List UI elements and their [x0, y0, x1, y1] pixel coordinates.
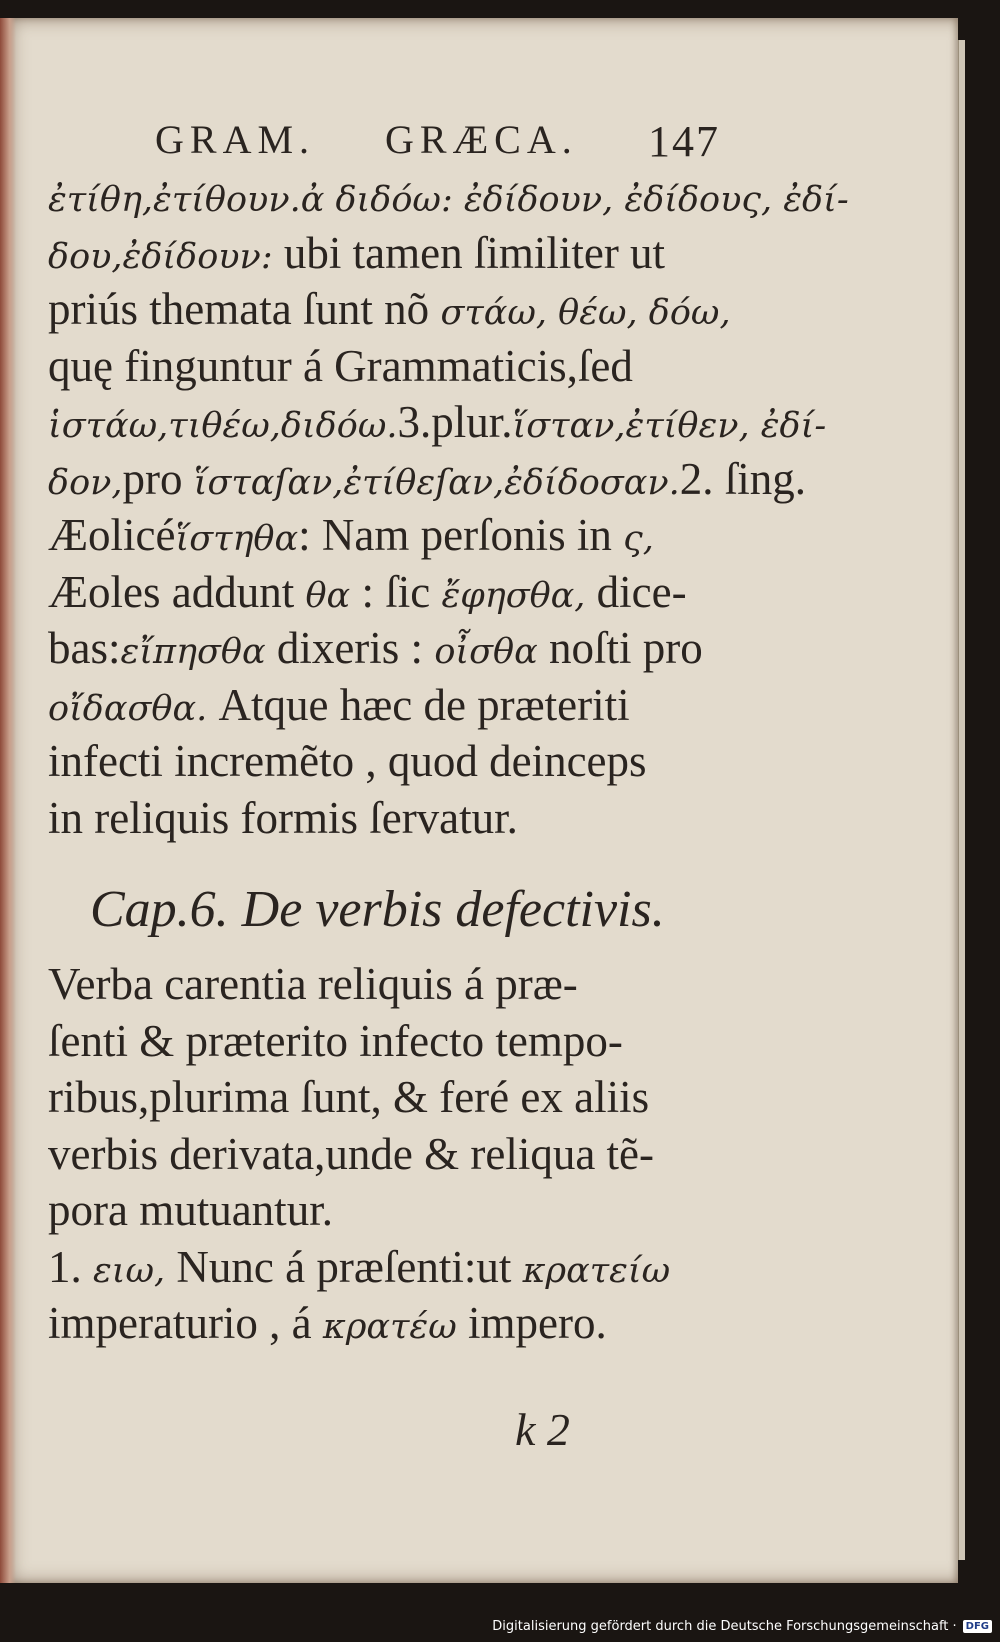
latin-text: infecti incremẽto , quod deinceps	[48, 736, 647, 786]
text-line	[48, 677, 630, 737]
latin-text: impero.	[456, 1298, 607, 1348]
footer-credit	[492, 1616, 992, 1636]
latin-text: : Nam perſonis in	[298, 510, 624, 560]
text-line	[48, 281, 731, 341]
latin-text: pro	[122, 453, 194, 504]
greek-text: οἶσθα	[434, 632, 538, 672]
text-line	[48, 1182, 333, 1238]
latin-text: dice-	[585, 566, 687, 617]
page-text	[0, 18, 958, 1583]
text-line	[48, 1239, 670, 1299]
greek-text: δου,ἐδίδουν:	[48, 236, 273, 277]
greek-text: εἴπησθα	[120, 632, 266, 672]
latin-text: Nunc á præſenti:ut	[165, 1241, 523, 1292]
signature-mark: k 2	[515, 1404, 570, 1455]
greek-text: στάω, θέω, δόω,	[440, 293, 731, 333]
text-line	[48, 225, 665, 285]
text-line	[48, 733, 647, 789]
text-line	[48, 1069, 649, 1125]
running-header	[155, 116, 720, 172]
page-number: 147	[648, 117, 720, 166]
greek-text: δον,	[48, 462, 123, 503]
latin-text: quę finguntur á Grammaticis,ſed	[48, 340, 633, 391]
latin-text: imperaturio , á	[48, 1298, 323, 1348]
running-header-left: GRAM.	[155, 117, 316, 162]
latin-text: : ſic	[350, 566, 442, 617]
greek-text: κρατείω	[522, 1250, 671, 1291]
latin-text: verbis derivata,unde & reliqua tẽ-	[48, 1128, 655, 1179]
text-line	[48, 451, 806, 511]
greek-text: ειω,	[93, 1250, 166, 1291]
text-line	[48, 1126, 654, 1182]
book-page	[0, 18, 958, 1583]
running-header-middle: GRÆCA.	[385, 117, 578, 162]
text-line	[48, 620, 703, 680]
text-line	[48, 394, 826, 454]
greek-text: ἔφησθα,	[441, 575, 586, 616]
latin-text: Atque hæc de præteriti	[207, 679, 630, 730]
greek-text: ἱστάω,τιθέω,διδόω.	[48, 406, 398, 446]
greek-text: οἴδασθα.	[48, 688, 208, 729]
text-line	[48, 168, 849, 228]
latin-text: Æoles addunt	[48, 566, 306, 617]
latin-text: dixeris :	[265, 623, 435, 673]
latin-text: pora mutuantur.	[48, 1185, 333, 1235]
text-line	[48, 1013, 623, 1069]
text-line	[48, 1295, 607, 1355]
text-line	[48, 564, 687, 624]
latin-text: 2. ſing.	[679, 453, 807, 504]
text-line	[48, 338, 633, 394]
latin-text: Æolicé	[48, 510, 176, 560]
text-line	[48, 790, 518, 846]
text-line	[48, 956, 578, 1012]
footer-text: Digitalisierung gefördert durch die Deutsche Forschungsgemeinschaft ·	[492, 1618, 957, 1634]
greek-text: ἵσταν,ἐτίθεν, ἐδί-	[512, 406, 827, 446]
greek-text: ἵστηθα	[175, 519, 299, 559]
text-line	[48, 507, 654, 567]
page-edge	[958, 40, 965, 1560]
latin-text: priús themata ſunt nõ	[48, 284, 441, 334]
greek-text: ς,	[623, 519, 654, 559]
latin-text: ribus,plurima ſunt, & feré ex aliis	[48, 1072, 650, 1122]
latin-text: 3.plur.	[397, 397, 513, 447]
latin-text: Verba carentia reliquis á præ-	[48, 959, 578, 1009]
chapter-title: Cap.6. De verbis defectivis.	[90, 881, 665, 938]
latin-text: noſti pro	[537, 623, 703, 673]
dfg-logo: DFG	[963, 1620, 992, 1633]
latin-text: ſenti & præterito infecto tempo-	[48, 1015, 623, 1066]
greek-text: ἵσταſαν,ἐτίθεſαν,ἐδίδοσαν.	[193, 462, 680, 503]
latin-text: bas:	[48, 623, 121, 673]
greek-text: κρατέω	[322, 1307, 457, 1347]
greek-text: ἐτίθη,ἐτίθουν.ἀ διδόω: ἐδίδουν, ἐδίδους, ἐδί-	[48, 180, 849, 220]
latin-text: ubi tamen ſimiliter ut	[272, 227, 666, 278]
latin-text: 1.	[48, 1241, 93, 1292]
greek-text: θα	[305, 575, 351, 616]
latin-text: in reliquis formis ſervatur.	[48, 792, 518, 843]
